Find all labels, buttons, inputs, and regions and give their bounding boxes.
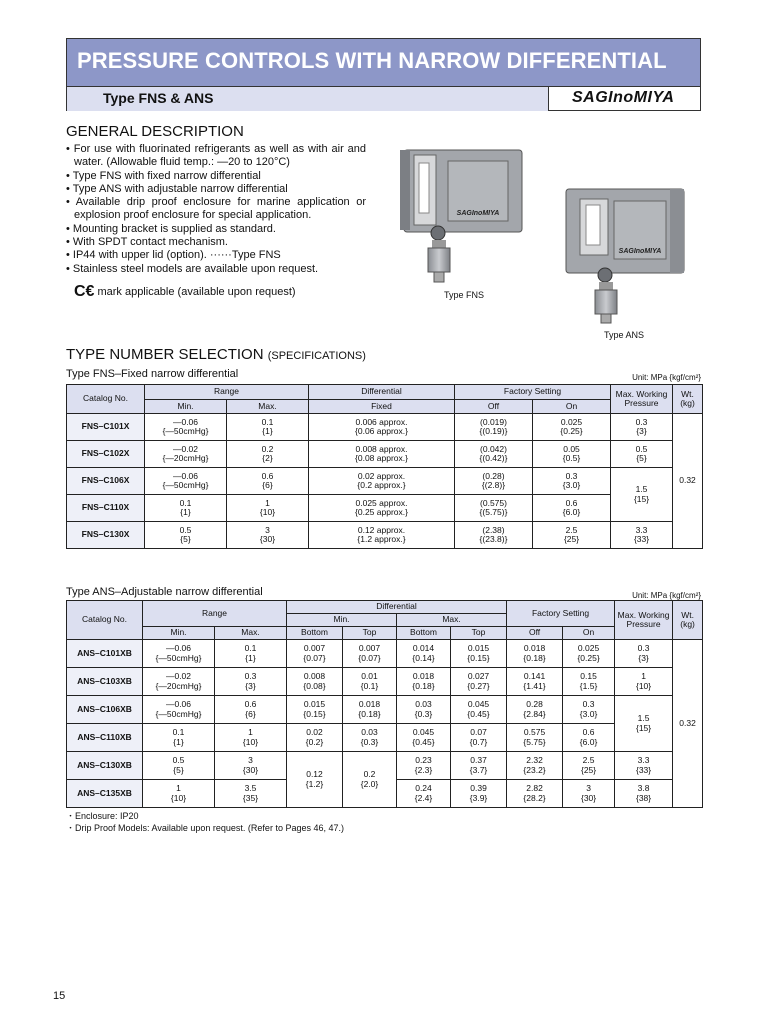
description-item: • IP44 with upper lid (option). ······Type FNS <box>66 249 281 262</box>
factory-on-cell: 0.6 {6.0} <box>563 724 615 752</box>
ce-mark-text: mark applicable (available upon request) <box>97 286 296 298</box>
header-subtitle-bar <box>67 87 549 111</box>
table-row <box>67 724 703 752</box>
fns-table-label: Type FNS–Fixed narrow differential <box>66 368 239 380</box>
range-max-cell: 0.6 {6} <box>215 696 287 724</box>
range-max-cell: 0.3 {3} <box>215 668 287 696</box>
col-header-off: Off <box>455 400 533 414</box>
catalog-number-cell: FNS–C106X <box>67 468 145 495</box>
table-row <box>67 441 703 468</box>
max-pressure-cell: 0.3 {3} <box>615 640 673 668</box>
factory-on-cell: 0.15 {1.5} <box>563 668 615 696</box>
catalog-number-cell: FNS–C110X <box>67 495 145 522</box>
catalog-number-cell: FNS–C101X <box>67 414 145 441</box>
ans-product-image <box>560 183 690 325</box>
factory-on-cell: 0.3 {3.0} <box>533 468 611 495</box>
diff-max-top-cell: 0.045 {0.45} <box>451 696 507 724</box>
weight-cell: 0.32 <box>673 640 703 808</box>
factory-on-cell: 0.05 {0.5} <box>533 441 611 468</box>
differential-fixed-cell: 0.02 approx. {0.2 approx.} <box>309 468 455 495</box>
diff-max-bottom-cell: 0.23 {2.3} <box>397 752 451 780</box>
diff-min-top-cell: 0.2 {2.0} <box>343 752 397 808</box>
max-pressure-cell: 1 {10} <box>615 668 673 696</box>
description-item: • Mounting bracket is supplied as standard. <box>66 222 276 235</box>
diff-max-bottom-cell: 0.018 {0.18} <box>397 668 451 696</box>
factory-on-cell: 0.6 {6.0} <box>533 495 611 522</box>
diff-max-top-cell: 0.39 {3.9} <box>451 780 507 808</box>
diff-min-bottom-cell: 0.008 {0.08} <box>287 668 343 696</box>
factory-off-cell: (0.575) {(5.75)} <box>455 495 533 522</box>
col-header-differential: Differential <box>309 385 455 400</box>
table-row <box>67 414 703 441</box>
differential-fixed-cell: 0.025 approx. {0.25 approx.} <box>309 495 455 522</box>
diff-max-top-cell: 0.015 {0.15} <box>451 640 507 668</box>
range-max-cell: 0.1 {1} <box>227 414 309 441</box>
col-header-max: Max. <box>227 400 309 414</box>
brand-logo-text: SAGInoMIYA <box>572 89 675 106</box>
page-number: 15 <box>53 990 66 1002</box>
col-header-min: Min. <box>145 400 227 414</box>
footnote-drip-proof: ・Drip Proof Models: Available upon request. (Refer to Pages 46, 47.) <box>66 823 344 833</box>
diff-min-top-cell: 0.01 {0.1} <box>343 668 397 696</box>
description-item: • Available drip proof enclosure for marine application or explosion proof enclosure for special application. <box>66 196 366 222</box>
description-item: • Type FNS with fixed narrow differential <box>66 169 261 182</box>
ans-image-caption: Type ANS <box>604 330 645 340</box>
col-header-fixed: Fixed <box>309 400 455 414</box>
type-selection-title: TYPE NUMBER SELECTION <box>66 346 264 363</box>
col-header-max-pressure: Max. Working Pressure <box>611 385 673 414</box>
table-row <box>67 495 703 522</box>
range-min-cell: 0.5 {5} <box>145 522 227 549</box>
range-min-cell: 0.1 {1} <box>145 495 227 522</box>
factory-on-cell: 2.5 {25} <box>563 752 615 780</box>
type-selection-heading <box>66 346 366 363</box>
differential-fixed-cell: 0.12 approx. {1.2 approx.} <box>309 522 455 549</box>
range-max-cell: 3.5 {35} <box>215 780 287 808</box>
factory-off-cell: 2.32 {23.2} <box>507 752 563 780</box>
table-row <box>67 696 703 724</box>
factory-off-cell: 2.82 {28.2} <box>507 780 563 808</box>
type-selection-subtitle: (SPECIFICATIONS) <box>267 350 366 362</box>
col-header-max: Max. <box>215 627 287 640</box>
factory-on-cell: 3 {30} <box>563 780 615 808</box>
range-min-cell: —0.02 {—20cmHg} <box>145 441 227 468</box>
max-pressure-cell: 0.5 {5} <box>611 441 673 468</box>
range-max-cell: 0.1 {1} <box>215 640 287 668</box>
col-header-min: Min. <box>143 627 215 640</box>
range-min-cell: 1 {10} <box>143 780 215 808</box>
factory-on-cell: 0.3 {3.0} <box>563 696 615 724</box>
factory-on-cell: 0.025 {0.25} <box>563 640 615 668</box>
col-header-max-pressure: Max. Working Pressure <box>615 601 673 640</box>
brand-logo <box>552 88 700 110</box>
weight-cell: 0.32 <box>673 414 703 549</box>
diff-min-bottom-cell: 0.007 {0.07} <box>287 640 343 668</box>
ans-device-brand: SAGInoMIYA <box>618 248 662 255</box>
col-header-diff-max: Max. <box>397 614 507 627</box>
col-header-diff-min: Min. <box>287 614 397 627</box>
description-item: • For use with fluorinated refrigerants as well as with air and water. (Allowable fluid temp.: —20 to 120°C) <box>66 143 366 169</box>
header-title-bar <box>67 39 700 87</box>
max-pressure-cell: 1.5 {15} <box>611 468 673 522</box>
table-row <box>67 522 703 549</box>
factory-on-cell: 0.025 {0.25} <box>533 414 611 441</box>
range-min-cell: 0.5 {5} <box>143 752 215 780</box>
fns-product-image <box>398 145 528 285</box>
diff-max-top-cell: 0.07 {0.7} <box>451 724 507 752</box>
col-header-top: Top <box>343 627 397 640</box>
catalog-number-cell: ANS–C101XB <box>67 640 143 668</box>
page-title: PRESSURE CONTROLS WITH NARROW DIFFERENTIAL <box>77 48 667 73</box>
catalog-number-cell: ANS–C135XB <box>67 780 143 808</box>
differential-fixed-cell: 0.006 approx. {0.06 approx.} <box>309 414 455 441</box>
col-header-on: On <box>533 400 611 414</box>
col-header-range: Range <box>143 601 287 627</box>
range-min-cell: —0.06 {—50cmHg} <box>143 640 215 668</box>
factory-off-cell: (2.38) {(23.8)} <box>455 522 533 549</box>
col-header-off: Off <box>507 627 563 640</box>
factory-on-cell: 2.5 {25} <box>533 522 611 549</box>
footnote-enclosure: ・Enclosure: IP20 <box>66 811 139 821</box>
diff-min-top-cell: 0.007 {0.07} <box>343 640 397 668</box>
range-max-cell: 0.6 {6} <box>227 468 309 495</box>
catalog-number-cell: ANS–C106XB <box>67 696 143 724</box>
fns-device-brand: SAGInoMIYA <box>456 210 500 217</box>
max-pressure-cell: 1.5 {15} <box>615 696 673 752</box>
ce-mark-icon: C€ <box>74 283 95 300</box>
range-min-cell: —0.06 {—50cmHg} <box>143 696 215 724</box>
col-header-top: Top <box>451 627 507 640</box>
factory-off-cell: 0.141 {1.41} <box>507 668 563 696</box>
catalog-number-cell: FNS–C130X <box>67 522 145 549</box>
diff-min-top-cell: 0.018 {0.18} <box>343 696 397 724</box>
description-item: • Stainless steel models are available upon request. <box>66 262 319 275</box>
factory-off-cell: (0.042) {(0.42)} <box>455 441 533 468</box>
range-max-cell: 3 {30} <box>215 752 287 780</box>
col-header-catalog: Catalog No. <box>67 601 143 640</box>
factory-off-cell: 0.575 {5.75} <box>507 724 563 752</box>
ce-mark-note <box>74 283 296 301</box>
diff-min-bottom-cell: 0.02 {0.2} <box>287 724 343 752</box>
table-row <box>67 468 703 495</box>
range-max-cell: 1 {10} <box>227 495 309 522</box>
col-header-catalog: Catalog No. <box>67 385 145 414</box>
factory-off-cell: (0.019) {(0.19)} <box>455 414 533 441</box>
col-header-on: On <box>563 627 615 640</box>
ans-unit-note: Unit: MPa {kgf/cm²} <box>632 591 701 600</box>
ans-table-label: Type ANS–Adjustable narrow differential <box>66 586 263 598</box>
range-max-cell: 1 {10} <box>215 724 287 752</box>
description-item: • Type ANS with adjustable narrow differential <box>66 182 288 195</box>
col-header-bottom: Bottom <box>287 627 343 640</box>
max-pressure-cell: 3.3 {33} <box>611 522 673 549</box>
col-header-weight: Wt. (kg) <box>673 385 703 414</box>
general-description-heading: GENERAL DESCRIPTION <box>66 123 244 140</box>
table-row <box>67 752 703 780</box>
max-pressure-cell: 3.8 {38} <box>615 780 673 808</box>
fns-unit-note: Unit: MPa {kgf/cm²} <box>632 373 701 382</box>
diff-min-bottom-cell: 0.015 {0.15} <box>287 696 343 724</box>
table-row <box>67 640 703 668</box>
col-header-factory-setting: Factory Setting <box>455 385 611 400</box>
factory-off-cell: 0.28 {2.84} <box>507 696 563 724</box>
col-header-bottom: Bottom <box>397 627 451 640</box>
range-min-cell: —0.06 {—50cmHg} <box>145 414 227 441</box>
factory-off-cell: (0.28) {(2.8)} <box>455 468 533 495</box>
range-min-cell: —0.02 {—20cmHg} <box>143 668 215 696</box>
catalog-number-cell: FNS–C102X <box>67 441 145 468</box>
range-min-cell: 0.1 {1} <box>143 724 215 752</box>
catalog-number-cell: ANS–C130XB <box>67 752 143 780</box>
diff-min-bottom-cell: 0.12 {1.2} <box>287 752 343 808</box>
differential-fixed-cell: 0.008 approx. {0.08 approx.} <box>309 441 455 468</box>
diff-max-bottom-cell: 0.03 {0.3} <box>397 696 451 724</box>
col-header-weight: Wt. (kg) <box>673 601 703 640</box>
max-pressure-cell: 0.3 {3} <box>611 414 673 441</box>
general-description-list <box>66 143 366 276</box>
fns-image-caption: Type FNS <box>444 290 485 300</box>
col-header-factory-setting: Factory Setting <box>507 601 615 627</box>
description-item: • With SPDT contact mechanism. <box>66 236 228 249</box>
fns-spec-table <box>66 384 703 549</box>
diff-max-top-cell: 0.027 {0.27} <box>451 668 507 696</box>
diff-min-top-cell: 0.03 {0.3} <box>343 724 397 752</box>
range-max-cell: 3 {30} <box>227 522 309 549</box>
diff-max-bottom-cell: 0.045 {0.45} <box>397 724 451 752</box>
diff-max-bottom-cell: 0.24 {2.4} <box>397 780 451 808</box>
diff-max-bottom-cell: 0.014 {0.14} <box>397 640 451 668</box>
factory-off-cell: 0.018 {0.18} <box>507 640 563 668</box>
col-header-differential: Differential <box>287 601 507 614</box>
page-subtitle: Type FNS & ANS <box>103 90 214 106</box>
max-pressure-cell: 3.3 {33} <box>615 752 673 780</box>
range-max-cell: 0.2 {2} <box>227 441 309 468</box>
diff-max-top-cell: 0.37 {3.7} <box>451 752 507 780</box>
range-min-cell: —0.06 {—50cmHg} <box>145 468 227 495</box>
catalog-number-cell: ANS–C103XB <box>67 668 143 696</box>
ans-spec-table <box>66 600 703 808</box>
table-row <box>67 668 703 696</box>
catalog-number-cell: ANS–C110XB <box>67 724 143 752</box>
page-header <box>66 38 701 111</box>
col-header-range: Range <box>145 385 309 400</box>
